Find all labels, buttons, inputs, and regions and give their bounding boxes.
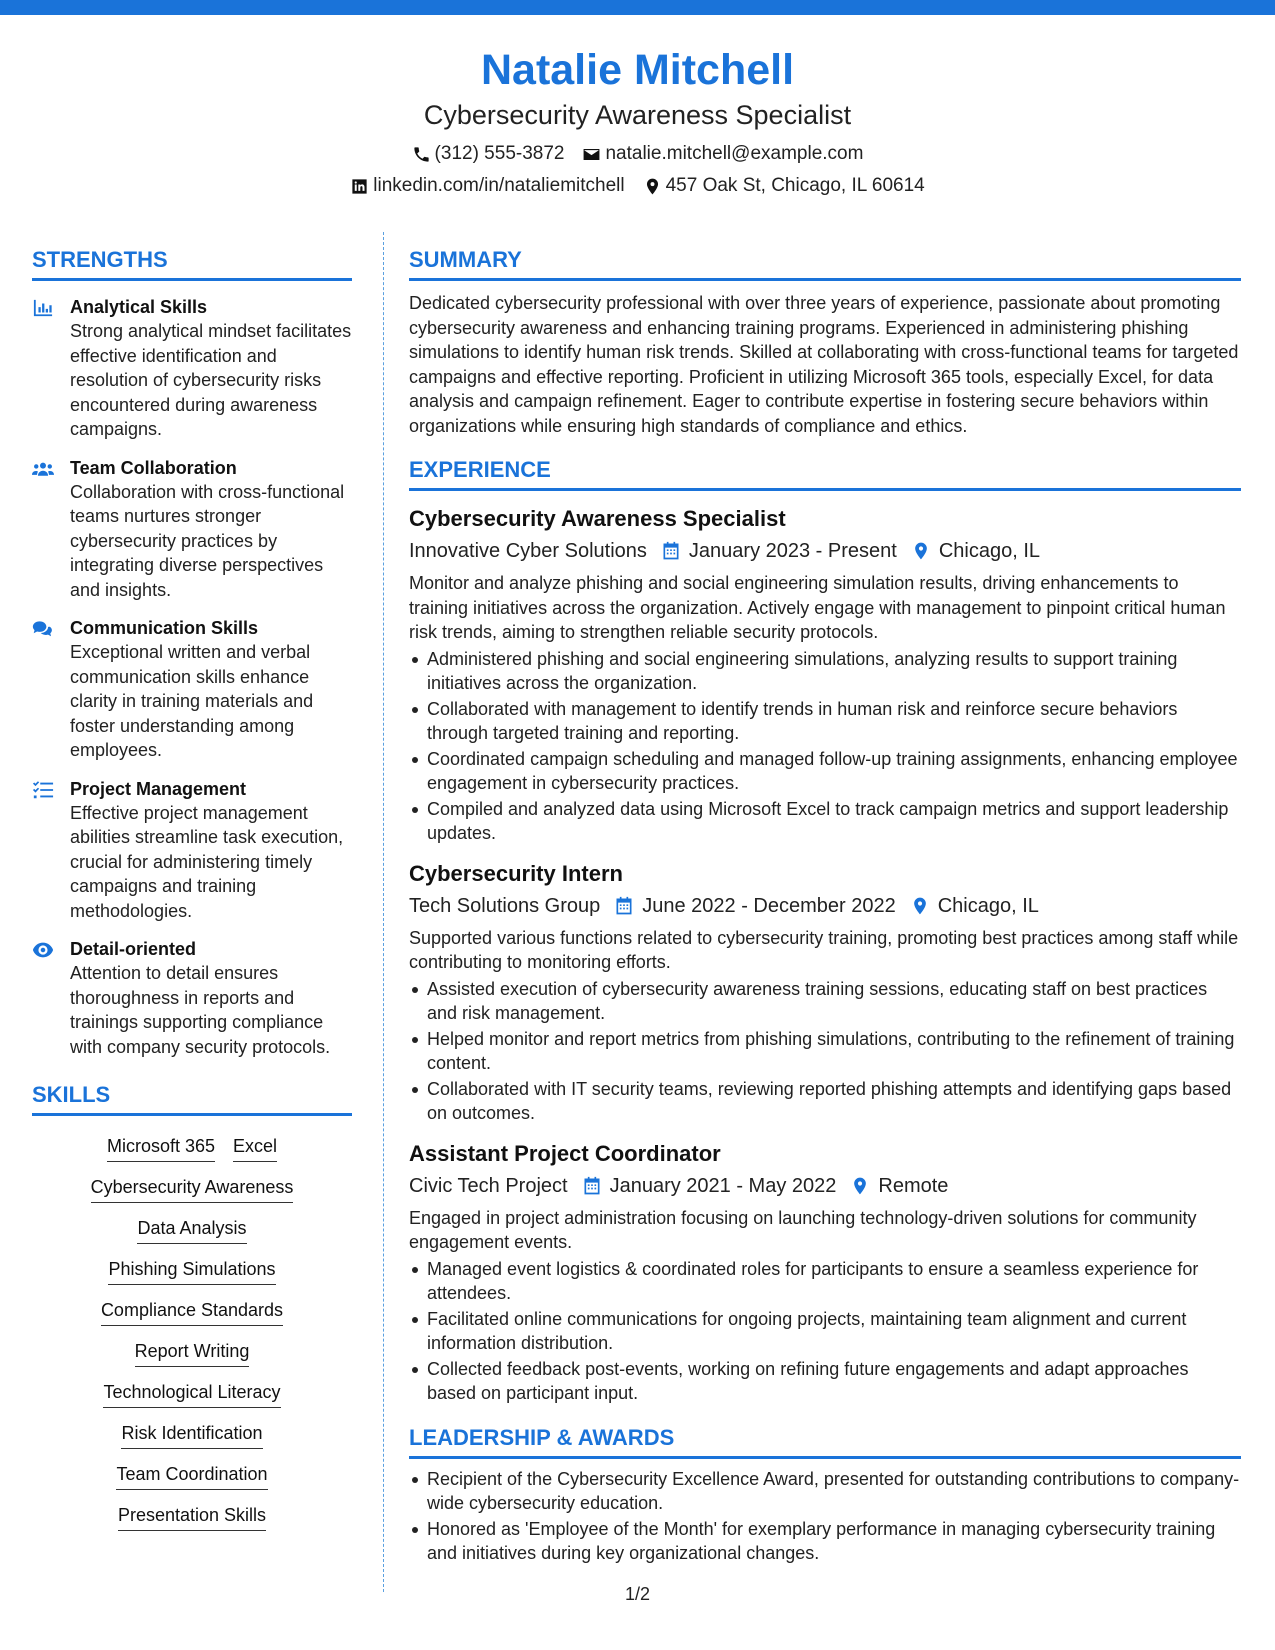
address-text: 457 Oak St, Chicago, IL 60614 <box>665 175 925 196</box>
skill-tag: Risk Identification <box>121 1421 262 1449</box>
strength-item <box>32 616 352 763</box>
bullet-item: Facilitated online communications for ongoing projects, maintaining team alignment and current information distribution. <box>409 1307 1241 1356</box>
job-bullets <box>409 647 1241 846</box>
skills-list <box>32 1134 352 1531</box>
candidate-role: Cybersecurity Awareness Specialist <box>423 100 852 130</box>
envelope-icon <box>582 145 601 164</box>
summary-text: Dedicated cybersecurity professional with over three years of experience, passionate about promoting cybersecurity awareness and enhancing training programs. Experienced in administering phishing simulations to identify human risk trends. Skilled at collaborating with cross-functional teams for targeted campaigns and effective reporting. Proficient in utilizing Microsoft 365 tools, especially Excel, for data analysis and campaign refinement. Eager to contribute expertise in fostering secure behaviors within organizations while ensuring high standards of compliance and ethics. <box>409 293 1239 436</box>
job-entry <box>409 1140 1241 1406</box>
left-column <box>32 246 352 1531</box>
bullet-item: Assisted execution of cybersecurity awareness training sessions, educating staff on best practices and risk management. <box>409 977 1241 1026</box>
phone-icon <box>412 145 431 164</box>
job-location: Chicago, IL <box>937 894 1039 917</box>
strength-desc: Strong analytical mindset facilitates effective identification and resolution of cybersecurity risks encountered during awareness campaigns. <box>70 321 352 439</box>
bullet-item: Helped monitor and report metrics from phishing simulations, contributing to the refinement of training content. <box>409 1027 1241 1076</box>
contact-row-1 <box>0 141 1275 167</box>
strength-title: Project Management <box>70 778 247 799</box>
job-description: Monitor and analyze phishing and social engineering simulation results, driving enhancements to training initiatives across the organization. Actively engage with management to pinpoint critical human risk trends, aiming to strengthen reliable security protocols. <box>409 573 1226 642</box>
job-company: Civic Tech Project <box>409 1174 568 1197</box>
job-title: Assistant Project Coordinator <box>409 1140 721 1166</box>
address-contact <box>643 173 925 199</box>
strength-desc: Exceptional written and verbal communication skills enhance clarity in training materials and foster understanding among employees. <box>70 642 314 760</box>
job-company: Tech Solutions Group <box>409 894 601 917</box>
experience-title: EXPERIENCE <box>409 456 1241 491</box>
email-text[interactable]: natalie.mitchell@example.com <box>605 143 864 164</box>
linkedin-icon <box>350 177 369 196</box>
page-number: 1/2 <box>624 1584 651 1604</box>
skill-tag: Presentation Skills <box>118 1503 266 1531</box>
calendar-icon <box>614 896 634 916</box>
bullet-item: Compiled and analyzed data using Microsoft Excel to track campaign metrics and support leadership updates. <box>409 797 1241 846</box>
job-location: Chicago, IL <box>938 540 1040 562</box>
bullet-item: Collaborated with IT security teams, reviewing reported phishing attempts and identifying gaps based on outcomes. <box>409 1077 1241 1126</box>
job-description: Supported various functions related to cybersecurity training, promoting best practices among staff while contributing to monitoring efforts. <box>409 927 1239 972</box>
skill-tag: Cybersecurity Awareness <box>91 1175 294 1203</box>
bullet-item: Administered phishing and social engineering simulations, analyzing results to support training initiatives across the organization. <box>409 647 1241 696</box>
phone-contact <box>412 141 565 167</box>
job-company: Innovative Cyber Solutions <box>409 540 647 562</box>
job-bullets <box>409 977 1241 1126</box>
bullet-item: Collaborated with management to identify trends in human risk and reinforce secure behaviors through targeted training and reporting. <box>409 697 1241 746</box>
skill-tag: Report Writing <box>135 1339 250 1367</box>
strength-title: Detail-oriented <box>70 939 197 959</box>
candidate-name: Natalie Mitchell <box>480 46 795 94</box>
bullet-item: Recipient of the Cybersecurity Excellence Award, presented for outstanding contributions to company-wide cybersecurity education. <box>409 1467 1241 1516</box>
bullet-item: Honored as 'Employee of the Month' for exemplary performance in managing cybersecurity training and initiatives during key organizational changes. <box>409 1517 1241 1566</box>
resume-header <box>0 42 1275 199</box>
job-meta <box>409 1172 1241 1200</box>
skill-tag: Microsoft 365 <box>107 1134 215 1162</box>
email-contact[interactable] <box>582 141 863 167</box>
job-entry <box>409 505 1241 846</box>
leadership-title: LEADERSHIP & AWARDS <box>409 1424 1241 1459</box>
eye-icon <box>32 940 54 960</box>
strength-item <box>32 777 352 924</box>
top-accent-bar <box>0 0 1275 15</box>
bullet-item: Collected feedback post-events, working on refining future engagements and adapt approaches based on participant input. <box>409 1357 1241 1406</box>
summary-title: SUMMARY <box>409 246 1241 281</box>
strengths-title: STRENGTHS <box>32 246 352 281</box>
calendar-icon <box>582 1176 602 1196</box>
contact-row-2 <box>0 173 1275 199</box>
users-icon <box>32 459 54 479</box>
location-pin-icon <box>911 541 931 561</box>
strength-desc: Collaboration with cross-functional teams nurtures stronger cybersecurity practices by integrating diverse perspectives and insights. <box>70 481 345 600</box>
bullet-item: Coordinated campaign scheduling and managed follow-up training assignments, enhancing employee engagement in cybersecurity practices. <box>409 747 1241 796</box>
job-dates: January 2023 - Present <box>688 540 897 562</box>
skill-tag: Compliance Standards <box>101 1298 283 1326</box>
skill-tag: Excel <box>233 1134 277 1162</box>
skill-tag: Team Coordination <box>116 1462 267 1490</box>
leadership-bullets <box>409 1467 1241 1566</box>
bullet-item: Managed event logistics & coordinated roles for participants to ensure a seamless experience for attendees. <box>409 1257 1241 1306</box>
comments-icon <box>32 619 54 639</box>
skills-title: SKILLS <box>32 1081 352 1116</box>
strength-title: Communication Skills <box>70 618 259 638</box>
job-dates: June 2022 - December 2022 <box>642 894 896 917</box>
job-title: Cybersecurity Intern <box>409 860 623 886</box>
location-pin-icon <box>643 177 662 196</box>
bar-chart-icon <box>32 298 54 318</box>
job-bullets <box>409 1257 1241 1406</box>
strength-item <box>32 937 352 1059</box>
job-entry <box>409 860 1241 1126</box>
linkedin-text[interactable]: linkedin.com/in/nataliemitchell <box>373 175 625 196</box>
job-description: Engaged in project administration focusing on launching technology-driven solutions for community engagement events. <box>409 1207 1197 1252</box>
strength-desc: Effective project management abilities streamline task execution, crucial for administering timely campaigns and training methodologies. <box>70 802 344 921</box>
strength-title: Team Collaboration <box>70 457 237 478</box>
phone-text: (312) 555-3872 <box>434 143 565 164</box>
skill-tag: Technological Literacy <box>103 1380 280 1408</box>
task-list-icon <box>32 780 54 800</box>
column-divider <box>383 232 384 1592</box>
calendar-icon <box>661 541 681 561</box>
skill-tag: Phishing Simulations <box>108 1257 275 1285</box>
right-column <box>409 246 1241 1566</box>
location-pin-icon <box>910 896 930 916</box>
job-meta <box>409 892 1241 920</box>
strength-item <box>32 295 352 442</box>
skill-tag: Data Analysis <box>137 1216 246 1244</box>
strength-desc: Attention to detail ensures thoroughness in reports and trainings supporting compliance with company security protocols. <box>70 963 331 1057</box>
linkedin-contact[interactable] <box>350 173 624 199</box>
strength-title: Analytical Skills <box>70 297 208 317</box>
job-location: Remote <box>878 1174 949 1197</box>
location-pin-icon <box>850 1176 870 1196</box>
job-dates: January 2021 - May 2022 <box>609 1174 837 1197</box>
job-title: Cybersecurity Awareness Specialist <box>409 506 786 531</box>
job-meta <box>409 537 1241 565</box>
strength-item <box>32 456 352 603</box>
